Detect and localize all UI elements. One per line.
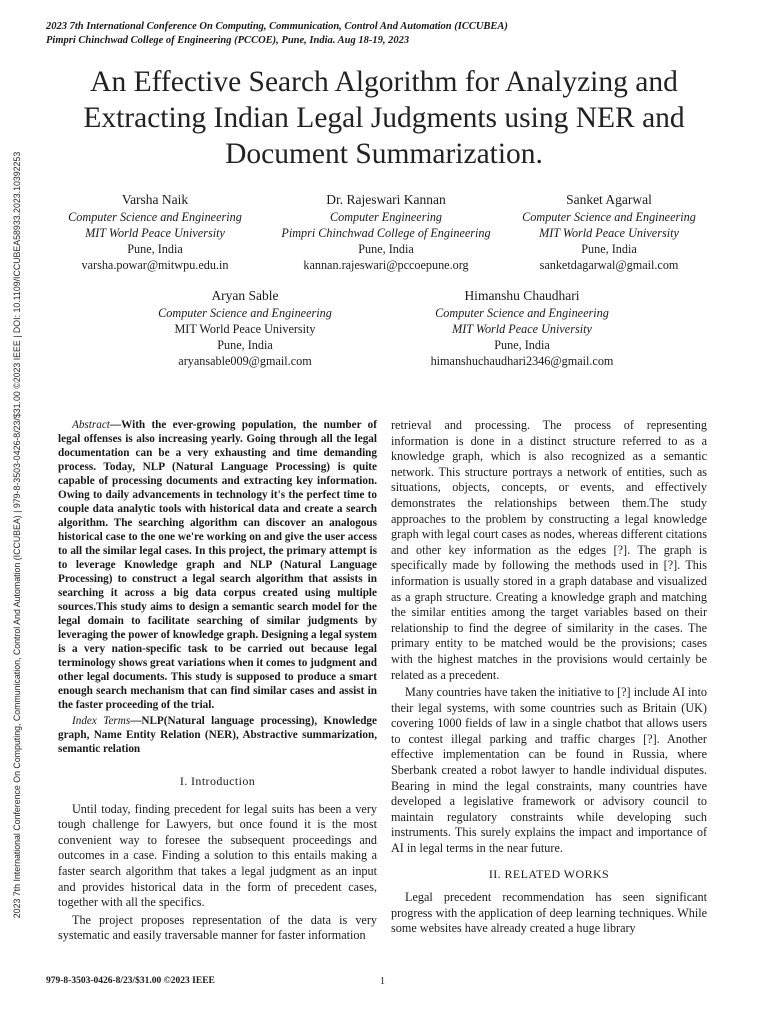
- index-terms: [58, 714, 377, 756]
- author-name: Aryan Sable: [211, 288, 279, 303]
- author-email: himanshuchaudhari2346@gmail.com: [430, 354, 614, 368]
- author-block-3: [502, 192, 716, 273]
- author-org: Pimpri Chinchwad College of Engineering: [281, 226, 491, 240]
- right-paragraph-2: Many countries have taken the initiative to [?] include AI into their legal systems, with some countries such as Britain (UK) covering 1000 fields of law in a single chatbot that allows users to contest illegal parking and traffic charges [?]. Another effective implementation can be found in Russia, where Sberbank created a robot lawyer to handle individual disputes. Bearing in mind the legal constraints, many countries have developed a legislative framework or advisory council to maintain regulatory constraints while developing such instruments. This surely explains the impact and importance of AI in legal terms in the near future.: [391, 685, 707, 856]
- author-email: varsha.powar@mitwpu.edu.in: [81, 258, 229, 272]
- abstract-text: —With the ever-growing population, the number of legal offenses is also increasing yearly. Going through all the legal documentation can be a very exhausting and time demanding process. Today, NLP (Natural Language Processing) is quite capable of processing documents and extracting key information. Owing to daily advancements in technology it's the perfect time to couple data analytic tools with historical data and create a search algorithm. The searching algorithm can discover an analogous historical case to the one we're working on and give the user access to all the similar legal cases. In this project, the primary attempt is to leverage Knowledge graph and NLP (Natural Language Processing) to construct a legal search algorithm that assists in searching it across a big data corpus created using multiple sources.This study aims to design a semantic search model for the legal domain to facilitate searching of similar judgments by leveraging the power of knowledge graph. Designing a legal system is a very nation-specific task to be carried out because legal terminology shows great variations when it comes to judgment and other legal documents. This study is supposed to produce a smart enough search mechanism that can find similar cases and assist in the faster proceeding of the trial.: [58, 419, 377, 711]
- author-name: Dr. Rajeswari Kannan: [326, 192, 446, 207]
- footer-copyright: 979-8-3503-0426-8/23/$31.00 ©2023 IEEE: [46, 976, 215, 986]
- author-location: Pune, India: [127, 242, 183, 256]
- right-paragraph-1: retrieval and processing. The process of representing information is done in a distinct structure referred to as a knowledge graph, which is also recognized as a semantic network. This structure portrays a network of entities, such as situations, objects, concepts, or events, and effectively demonstrates the relationships between them.The study approaches to the problem by constructing a legal knowledge graph with legal court cases as nodes, whereas different citations and other key information as the edges [?]. The graph is specifically made by following the methods used in [?]. This information is usually stored in a graph database and visualized as a graph structure. Creating a knowledge graph and matching the similar entities among the target variables based on their relationship to find the degree of similarity in the cases. The primary entity to be matched would be the provisions; cases with the highest matches in the provisions would certainly be related as a precedent.: [391, 418, 707, 682]
- author-org: MIT World Peace University: [452, 322, 592, 336]
- author-org: MIT World Peace University: [174, 322, 316, 336]
- right-column: [391, 418, 707, 939]
- index-terms-label: Index Terms: [72, 715, 131, 727]
- author-block-2: [268, 192, 504, 273]
- paper-title: An Effective Search Algorithm for Analyzing and Extracting Indian Legal Judgments using NER and Document Summarization.: [83, 66, 685, 170]
- doi-side-band: [10, 120, 24, 950]
- author-name: Sanket Agarwal: [566, 192, 652, 207]
- conference-header-line1: 2023 7th International Conference On Computing, Communication, Control And Automation (ICCUBEA): [46, 21, 508, 32]
- left-column: [58, 418, 377, 946]
- abstract-label: Abstract: [72, 419, 110, 431]
- author-dept: Computer Science and Engineering: [68, 210, 242, 224]
- author-name: Himanshu Chaudhari: [464, 288, 580, 303]
- author-block-5: [415, 288, 629, 369]
- author-location: Pune, India: [217, 338, 273, 352]
- section-heading-introduction: I. Introduction: [179, 774, 256, 788]
- index-terms-text: —NLP(Natural language processing), Knowledge graph, Name Entity Relation (NER), Abstractive summarization, semantic relation: [58, 715, 377, 755]
- author-location: Pune, India: [358, 242, 414, 256]
- author-email: kannan.rajeswari@pccoepune.org: [303, 258, 469, 272]
- intro-paragraph-2: The project proposes representation of the data is very systematic and easily traversable manner for faster information: [58, 912, 377, 943]
- page-number: 1: [380, 976, 385, 987]
- author-location: Pune, India: [494, 338, 550, 352]
- author-email: sanketdagarwal@gmail.com: [539, 258, 679, 272]
- author-block-1: [50, 192, 260, 273]
- author-email: aryansable009@gmail.com: [178, 354, 312, 368]
- author-dept: Computer Science and Engineering: [522, 210, 696, 224]
- author-dept: Computer Engineering: [329, 210, 443, 224]
- doi-side-text: 2023 7th International Conference On Computing, Communication, Control And Automation (ICCUBEA) | 979-8-3503-0426-8/23/$31.00 ©2023 IEEE | DOI: 10.1109/ICCUBEA58933.2023.10392253: [12, 151, 22, 919]
- conference-header-line2: Pimpri Chinchwad College of Engineering (PCCOE), Pune, India. Aug 18-19, 2023: [46, 35, 410, 46]
- author-location: Pune, India: [581, 242, 637, 256]
- author-org: MIT World Peace University: [85, 226, 225, 240]
- intro-paragraph-1: Until today, finding precedent for legal suits has been a very tough challenge for Lawyers, but once found it is the most convenient way to foresee the subsequent proceedings and outcomes in a case. Finding a solution to this entails making a faster search algorithm that takes a legal judgment as an input and provides historical data in the form of precedent cases, together with all the specifics.: [58, 801, 377, 910]
- abstract: [58, 418, 377, 712]
- section-heading-related-works: II. RELATED WORKS: [488, 866, 610, 881]
- author-dept: Computer Science and Engineering: [435, 306, 609, 320]
- conference-header: [46, 20, 666, 48]
- related-works-paragraph: Legal precedent recommendation has seen significant progress with the application of deep learning techniques. While some websites have already created a huge library: [391, 890, 707, 936]
- author-block-4: [140, 288, 350, 369]
- author-dept: Computer Science and Engineering: [158, 306, 332, 320]
- author-org: MIT World Peace University: [539, 226, 679, 240]
- author-name: Varsha Naik: [121, 192, 189, 207]
